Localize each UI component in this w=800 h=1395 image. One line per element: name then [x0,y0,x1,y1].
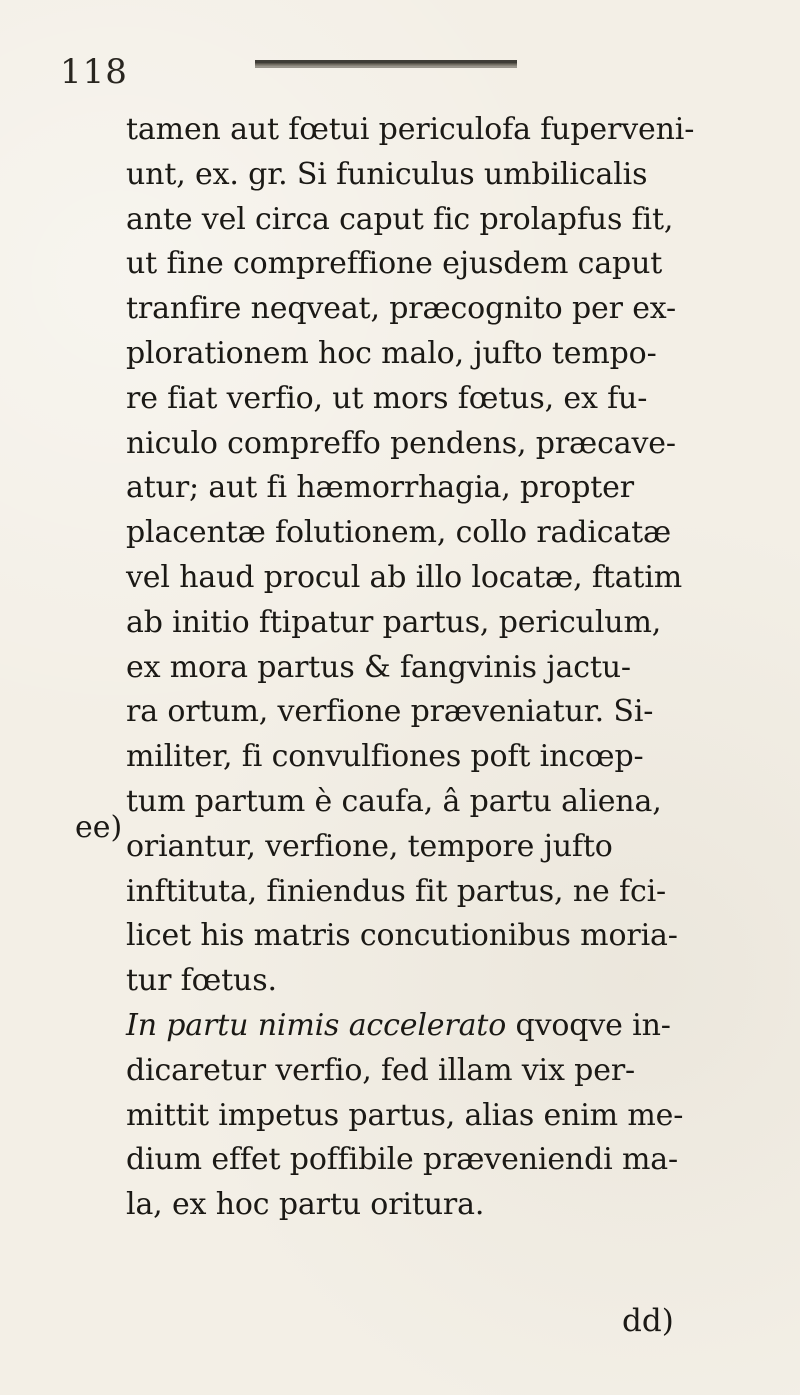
text-line-23: mittit impetus partus, alias enim me- [126,1097,684,1133]
text-line-3: ante vel circa caput fic prolapfus fit, [126,201,674,237]
text-line-22: dicaretur verfio, fed illam vix per- [126,1052,635,1088]
text-line-2: unt, ex. gr. Si funiculus umbilicalis [126,156,648,192]
italic-phrase: In partu nimis accelerato [126,1007,507,1043]
text-line-11: vel haud procul ab illo locatæ, ftatim [126,559,683,595]
text-line-1: tamen aut fœtui periculofa fuperveni- [126,112,695,147]
text-line-21-rest: qvoqve in- [506,1007,671,1043]
header-rule [255,60,517,68]
text-line-8: niculo compreffo pendens, præcave- [126,425,676,461]
main-text [126,108,756,1228]
text-line-10: placentæ folutionem, collo radicatæ [126,515,672,551]
text-line-20: tur fœtus. [126,963,277,999]
text-line-25: la, ex hoc partu oritura. [126,1187,485,1223]
text-line-12: ab initio ftipatur partus, periculum, [126,604,662,640]
text-line-14: ra ortum, verfione præveniatur. Si- [126,694,654,730]
text-line-13: ex mora partus & fangvinis jactu- [126,649,631,685]
paragraph-marker: ee) [75,810,123,845]
text-line-21 [126,1004,756,1049]
catchword: dd) [622,1303,674,1339]
text-line-4: ut fine compreffione ejusdem caput [126,246,663,282]
text-line-19: licet his matris concutionibus moria- [126,918,678,954]
page-number: 118 [60,52,128,92]
text-line-9: atur; aut fi hæmorrhagia, propter [126,470,634,506]
text-line-17: oriantur, verfione, tempore jufto [126,828,613,864]
text-line-7: re fiat verfio, ut mors fœtus, ex fu- [126,380,648,416]
text-line-5: tranfire neqveat, præcognito per ex- [126,291,677,327]
text-line-15: militer, fi convulfiones poft incœp- [126,739,644,775]
text-line-24: dium effet poffibile præveniendi ma- [126,1142,679,1178]
text-line-16: tum partum è caufa, â partu aliena, [126,783,662,819]
text-line-18: inftituta, finiendus fit partus, ne fci- [126,873,667,909]
text-line-6: plorationem hoc malo, jufto tempo- [126,335,657,371]
